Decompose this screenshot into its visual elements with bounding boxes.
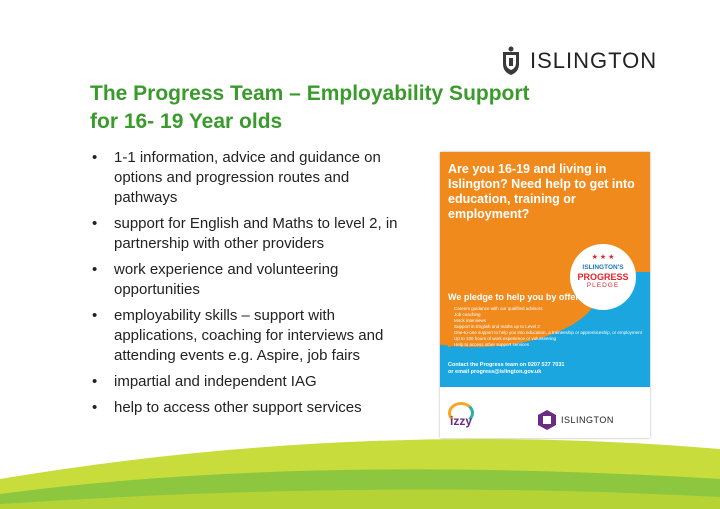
bullet-dot: • xyxy=(92,215,98,232)
poster-contact xyxy=(448,362,644,376)
bullet-text: impartial and independent IAG xyxy=(114,373,317,390)
bullet-dot: • xyxy=(92,149,98,166)
pledge-item: Job coaching xyxy=(448,312,644,318)
bullet-text: 1-1 information, advice and guidance on options and progression routes and pathways xyxy=(114,149,381,206)
crest-icon xyxy=(500,46,522,76)
bullet-item xyxy=(92,372,412,392)
title-line-1: The Progress Team – Employability Support xyxy=(90,82,530,105)
poster-headline: Are you 16-19 and living in Islington? Need help to get into education, training or employment? xyxy=(448,162,635,221)
pledge-item: Help to access other support services xyxy=(448,342,644,348)
pledge-item: Mock interviews xyxy=(448,318,644,324)
slide-title xyxy=(90,80,650,136)
islington-logo xyxy=(500,46,657,76)
poster-logo-text: ISLINGTON xyxy=(561,415,614,425)
bullet-dot: • xyxy=(92,373,98,390)
contact-line-1: Contact the Progress team on 0207 527 7031 xyxy=(448,362,565,368)
badge-line-2: PROGRESS xyxy=(577,272,629,282)
contact-line-2: or email progress@islington.gov.uk xyxy=(448,369,542,375)
izzy-logo-text: izzy xyxy=(450,414,473,428)
badge-stars: ★ ★ ★ xyxy=(591,254,615,261)
bullet-list xyxy=(92,148,412,424)
title-line-2: for 16- 19 Year olds xyxy=(90,110,283,133)
pledge-item: Up to 100 hours of work experience or volunteering xyxy=(448,336,644,342)
bullet-text: support for English and Maths to level 2, in partnership with other providers xyxy=(114,215,398,252)
bullet-dot: • xyxy=(92,261,98,278)
logo-text: ISLINGTON xyxy=(530,48,658,73)
green-swoosh-decoration xyxy=(0,409,720,509)
pledge-item: Support in English and maths up to Level 2 xyxy=(448,324,644,330)
bullet-item xyxy=(92,214,412,254)
bullet-text: help to access other support services xyxy=(114,399,362,416)
bullet-text: work experience and volunteering opportunities xyxy=(114,261,339,298)
pledge-item: Careers guidance with our qualified advisors xyxy=(448,306,644,312)
pledge-item: One-to-one support to help you into education, a traineeship or apprenticeship, or employment xyxy=(448,330,644,336)
badge-line-3: PLEDGE xyxy=(586,282,620,289)
bullet-item xyxy=(92,306,412,366)
pledge-list xyxy=(448,306,644,348)
bullet-dot: • xyxy=(92,399,98,416)
progress-pledge-poster xyxy=(440,152,650,438)
badge-line-1: ISLINGTON'S xyxy=(582,264,624,271)
bullet-dot: • xyxy=(92,307,98,324)
bullet-item xyxy=(92,260,412,300)
bullet-item xyxy=(92,148,412,208)
pledge-heading: We pledge to help you by offering... xyxy=(448,292,600,302)
bullet-text: employability skills – support with applications, coaching for interviews and attending events e.g. Aspire, job fairs xyxy=(114,307,384,364)
